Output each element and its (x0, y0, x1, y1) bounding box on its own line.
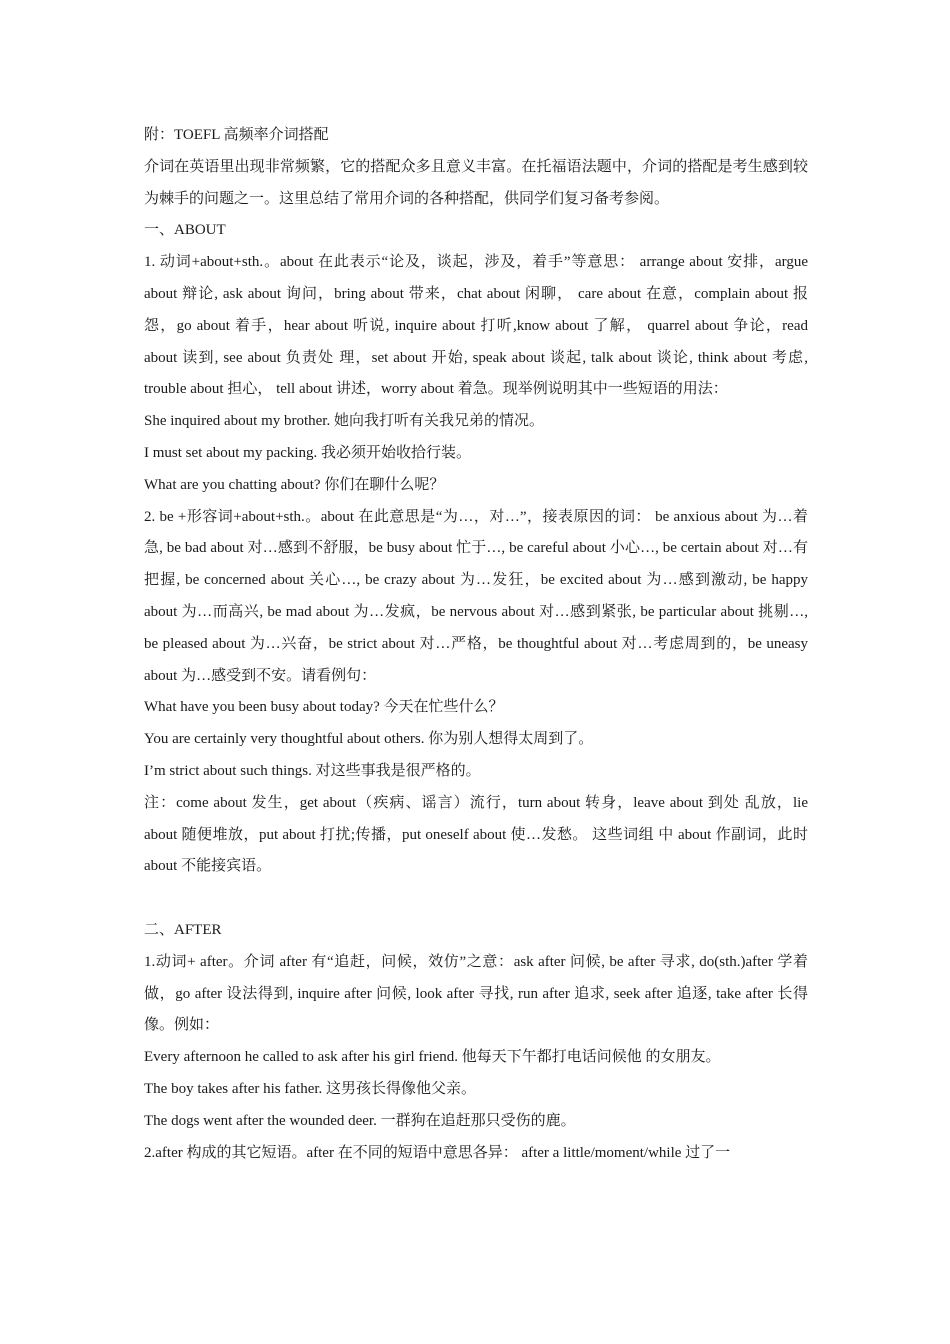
example-sentence: I’m strict about such things. 对这些事我是很严格的。 (144, 762, 481, 779)
document-title: 附：TOEFL 高频率介词搭配 (144, 127, 329, 143)
paragraph: 1. 动词+about+sth.。about 在此表示“论及，谈起，涉及，着手”等意思： arrange about 安排，argue about 辩论, ask about 询问，bring about 带来，chat about 闲聊， care about 在意，complain about 报怨，go about 着手，hear about 听说, inquire about 打听,know about 了解， quarrel about 争论，read about 读到, see about 负责处 理，set about 开始, speak about 谈起, talk about 谈论, think about 考虑, trouble about 担心， tell about 讲述，worry about 着急。现举例说明其中一些短语的用法： (144, 254, 808, 398)
note-paragraph: 注：come about 发生，get about（疾病、谣言）流行，turn about 转身，leave about 到处 乱放，lie about 随便堆放，put about 打扰;传播，put oneself about 使…发愁。 这些词组 中 about 作副词，此时 about 不能接宾语。 (144, 794, 808, 875)
section-heading-about: 一、ABOUT (144, 222, 226, 239)
section-heading-after: 二、AFTER (144, 921, 222, 938)
section-spacer (144, 883, 808, 915)
paragraph: 2. be +形容词+about+sth.。about 在此意思是“为…，对…”，接表原因的词： be anxious about 为…着急, be bad about 对…感到不舒服，be busy about 忙于…, be careful about 小心…, be certain about 对…有把握, be concerned about 关心…, be crazy about 为…发狂，be excited about 为…感到激动, be happy about 为…而高兴, be mad about 为…发疯，be nervous about 对…感到紧张, be particular about 挑剔…, be pleased about 为…兴奋，be strict about 对…严格，be thoughtful about 对…考虑周到的，be uneasy about 为…感受到不安。请看例句： (144, 508, 808, 684)
example-sentence: What have you been busy about today? 今天在忙些什么？ (144, 699, 504, 716)
example-sentence: The boy takes after his father. 这男孩长得像他父亲。 (144, 1080, 477, 1097)
document-body (144, 120, 808, 1169)
example-sentence: I must set about my packing. 我必须开始收拾行装。 (144, 444, 472, 461)
example-sentence: You are certainly very thoughtful about others. 你为别人想得太周到了。 (144, 731, 594, 748)
paragraph: 2.after 构成的其它短语。after 在不同的短语中意思各异： after a little/moment/while 过了一 (144, 1144, 731, 1161)
example-sentence: Every afternoon he called to ask after his girl friend. 他每天下午都打电话问候他 的女朋友。 (144, 1049, 721, 1066)
example-sentence: The dogs went after the wounded deer. 一群狗在追赶那只受伤的鹿。 (144, 1112, 576, 1129)
paragraph: 1.动词+ after。介词 after 有“追赶，问候，效仿”之意：ask after 问候, be after 寻求, do(sth.)after 学着做，go after 设法得到, inquire after 问候, look after 寻找, run after 追求, seek after 追逐, take after 长得像。例如： (144, 953, 808, 1034)
example-sentence: She inquired about my brother. 她向我打听有关我兄弟的情况。 (144, 413, 544, 430)
intro-paragraph: 介词在英语里出现非常频繁，它的搭配众多且意义丰富。在托福语法题中，介词的搭配是考生感到较为棘手的问题之一。这里总结了常用介词的各种搭配，供同学们复习备考参阅。 (144, 158, 808, 207)
example-sentence: What are you chatting about? 你们在聊什么呢？ (144, 476, 445, 493)
